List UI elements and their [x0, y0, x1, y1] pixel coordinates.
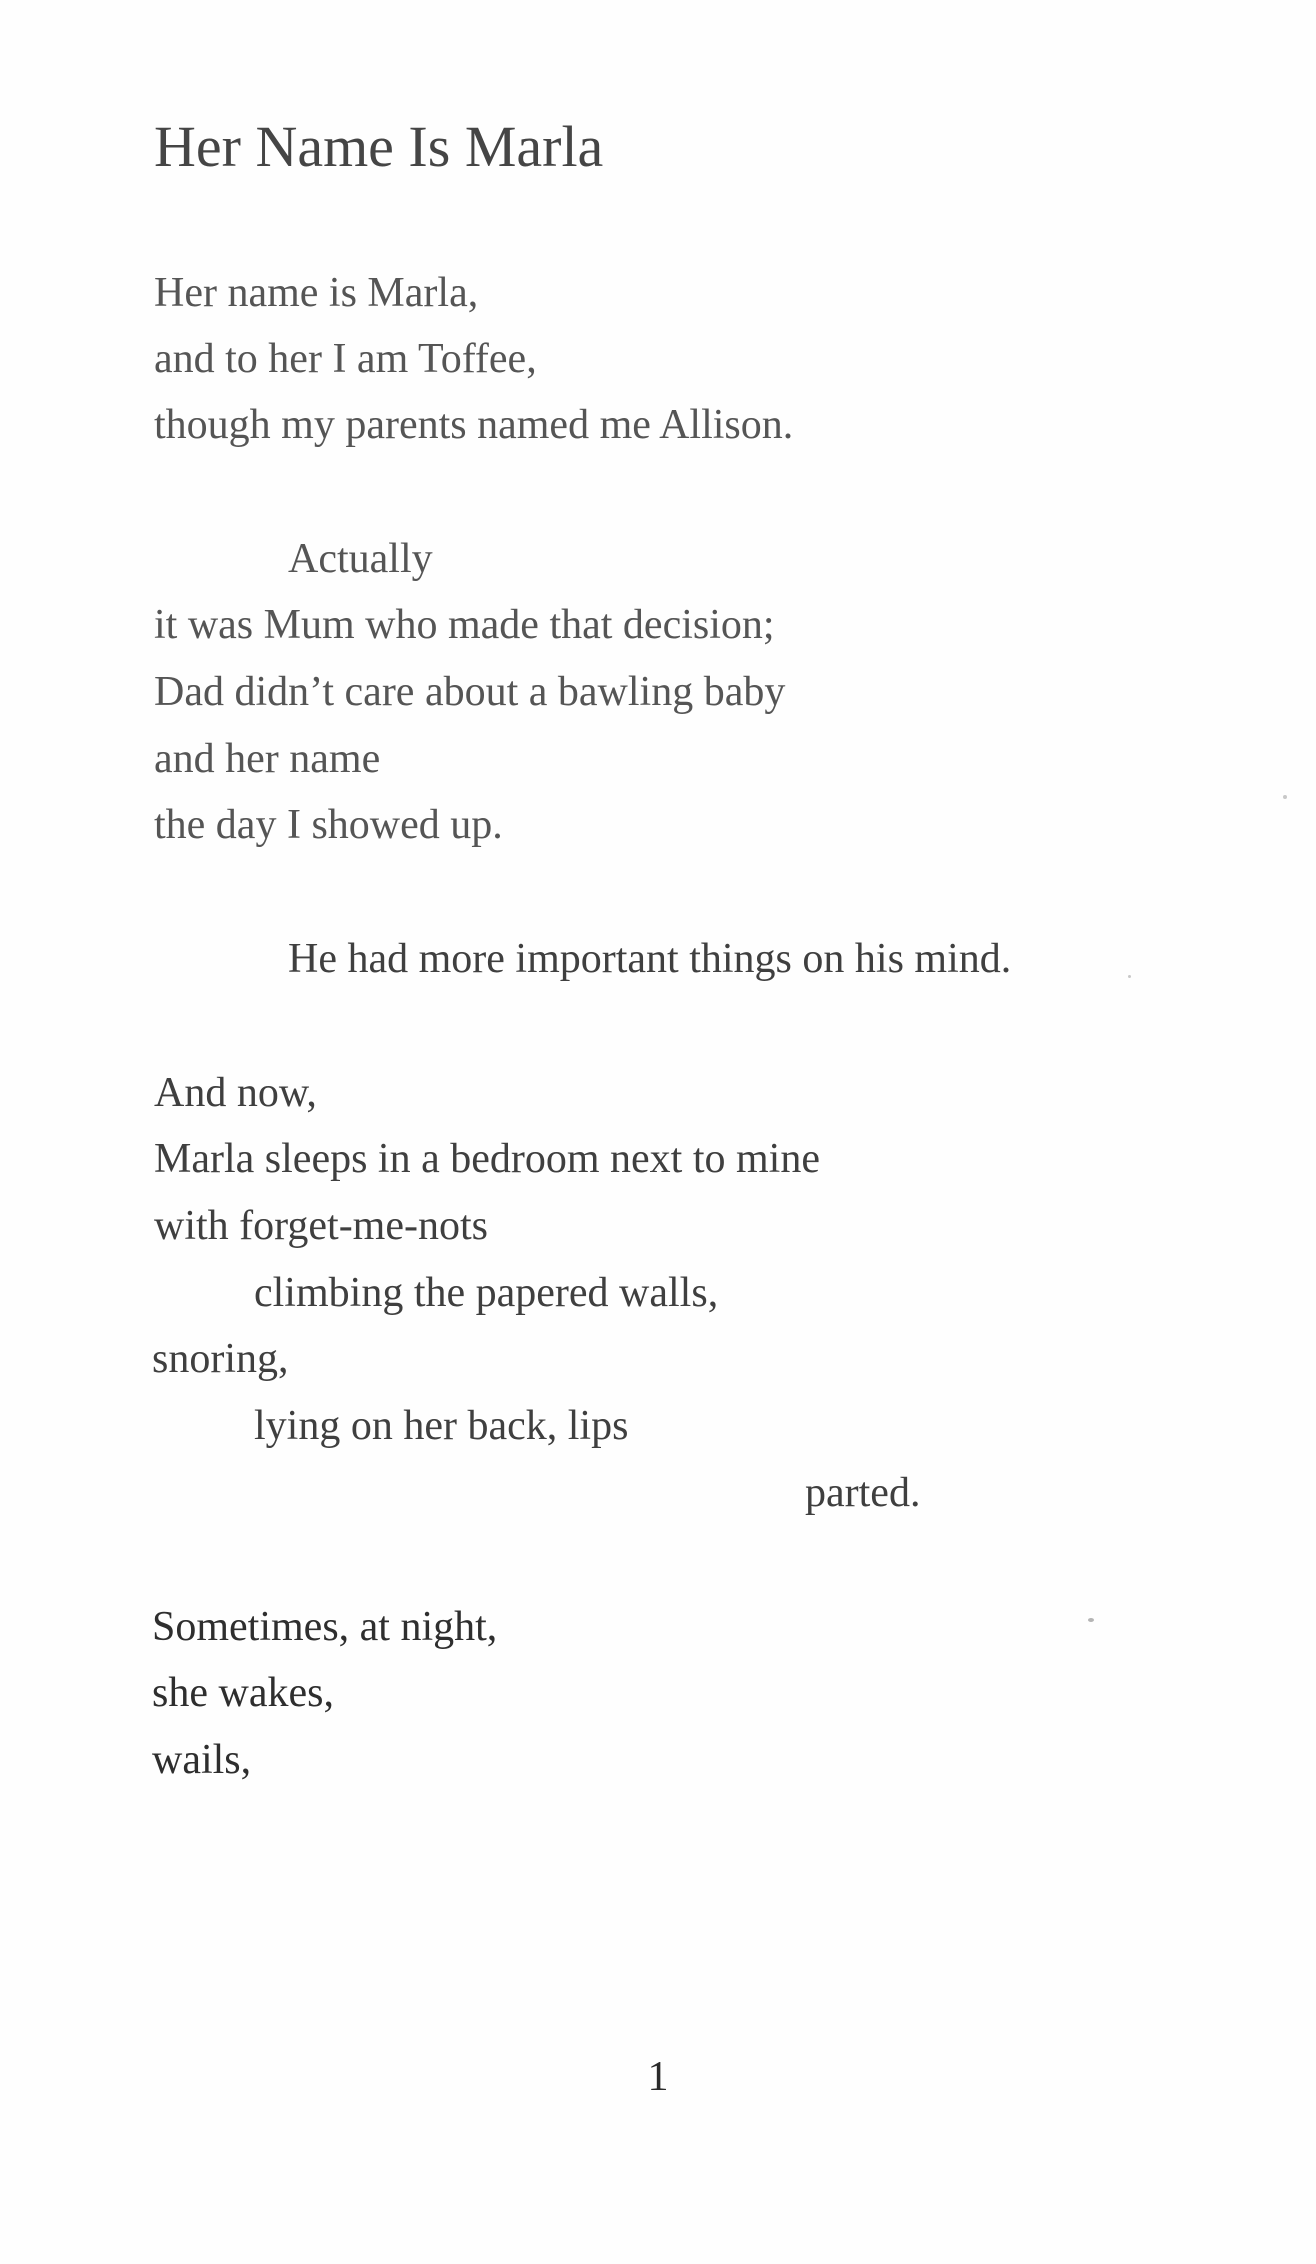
scan-speck — [1128, 975, 1131, 978]
poem-line: lying on her back, lips — [254, 1403, 629, 1449]
poem-line: she wakes, — [152, 1670, 334, 1716]
poem-line: climbing the papered walls, — [254, 1270, 719, 1316]
poem-line: it was Mum who made that decision; — [154, 602, 775, 648]
poem-line: though my parents named me Allison. — [154, 402, 794, 448]
poem-line: and to her I am Toffee, — [154, 336, 537, 382]
poem-line: He had more important things on his mind. — [288, 936, 1012, 982]
poem-line: parted. — [805, 1470, 921, 1516]
scan-speck — [1088, 1618, 1094, 1622]
poem-line: with forget-me-nots — [154, 1203, 488, 1249]
page-number: 1 — [647, 2054, 669, 2100]
poem-line: Dad didn’t care about a bawling baby — [154, 669, 786, 715]
poem-line: Marla sleeps in a bedroom next to mine — [154, 1136, 820, 1182]
scan-speck — [1283, 795, 1287, 799]
poem-line: and her name — [154, 736, 381, 782]
poem-line: snoring, — [152, 1336, 289, 1382]
poem-title: Her Name Is Marla — [154, 114, 604, 179]
poem-line: Actually — [288, 536, 433, 582]
poem-line: And now, — [154, 1070, 317, 1116]
poem-line: wails, — [152, 1737, 252, 1783]
poem-line: Her name is Marla, — [154, 270, 479, 316]
poem-line: Sometimes, at night, — [152, 1604, 498, 1650]
poem-line: the day I showed up. — [154, 802, 503, 848]
